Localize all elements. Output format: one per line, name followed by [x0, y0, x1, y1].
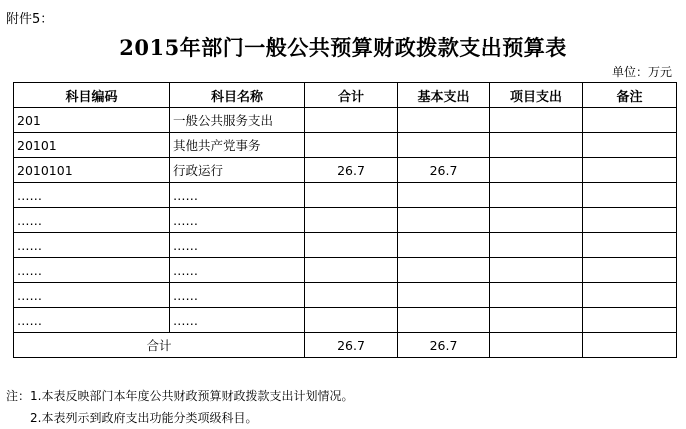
cell-total — [305, 208, 398, 233]
cell-name: …… — [170, 208, 305, 233]
cell-basic — [398, 283, 490, 308]
cell-project — [490, 108, 583, 133]
attachment-label: 附件5： — [6, 12, 54, 27]
cell-remark — [583, 308, 677, 333]
cell-basic — [398, 208, 490, 233]
cell-code: 20101 — [14, 133, 170, 158]
cell-project — [490, 233, 583, 258]
cell-name: 一般公共服务支出 — [170, 108, 305, 133]
cell-project — [490, 308, 583, 333]
cell-project — [490, 183, 583, 208]
table-row — [14, 158, 677, 183]
cell-name: 行政运行 — [170, 158, 305, 183]
cell-remark — [583, 258, 677, 283]
cell-basic — [398, 133, 490, 158]
cell-code: …… — [14, 183, 170, 208]
cell-basic — [398, 233, 490, 258]
cell-project — [490, 208, 583, 233]
cell-total — [305, 133, 398, 158]
cell-name: …… — [170, 183, 305, 208]
cell-project — [490, 158, 583, 183]
column-header-remark: 备注 — [583, 83, 677, 108]
total-remark-cell — [583, 333, 677, 358]
cell-total — [305, 283, 398, 308]
cell-total: 26.7 — [305, 158, 398, 183]
cell-total — [305, 183, 398, 208]
cell-code: …… — [14, 258, 170, 283]
unit-label: 单位：万元 — [611, 65, 672, 79]
table-row — [14, 308, 677, 333]
cell-project — [490, 133, 583, 158]
cell-remark — [583, 183, 677, 208]
table-row — [14, 133, 677, 158]
cell-remark — [583, 283, 677, 308]
cell-code: …… — [14, 283, 170, 308]
page-title: 2015年部门一般公共预算财政拨款支出预算表 — [119, 35, 567, 60]
cell-total — [305, 308, 398, 333]
table-row — [14, 233, 677, 258]
cell-basic: 26.7 — [398, 158, 490, 183]
cell-remark — [583, 108, 677, 133]
column-header-total: 合计 — [305, 83, 398, 108]
cell-name: …… — [170, 258, 305, 283]
cell-project — [490, 258, 583, 283]
cell-name: …… — [170, 283, 305, 308]
total-label: 合计 — [14, 333, 305, 358]
cell-name: …… — [170, 233, 305, 258]
cell-code: 201 — [14, 108, 170, 133]
cell-code: …… — [14, 308, 170, 333]
cell-code: 2010101 — [14, 158, 170, 183]
table-row — [14, 283, 677, 308]
table-row — [14, 183, 677, 208]
cell-basic — [398, 308, 490, 333]
table-row — [14, 108, 677, 133]
cell-basic — [398, 258, 490, 283]
cell-code: …… — [14, 208, 170, 233]
column-header-name: 科目名称 — [170, 83, 305, 108]
total-sum-cell: 26.7 — [305, 333, 398, 358]
total-basic-cell: 26.7 — [398, 333, 490, 358]
total-row — [14, 333, 677, 358]
cell-name: …… — [170, 308, 305, 333]
footnotes — [6, 385, 353, 429]
cell-basic — [398, 183, 490, 208]
footnote-2: 2.本表列示到政府支出功能分类项级科目。 — [30, 411, 258, 425]
cell-remark — [583, 158, 677, 183]
footnote-1: 注：1.本表反映部门本年度公共财政预算财政拨款支出计划情况。 — [6, 389, 354, 403]
cell-code: …… — [14, 233, 170, 258]
cell-project — [490, 283, 583, 308]
table-header-row — [14, 83, 677, 108]
cell-basic — [398, 108, 490, 133]
column-header-code: 科目编码 — [14, 83, 170, 108]
column-header-project: 项目支出 — [490, 83, 583, 108]
total-project-cell — [490, 333, 583, 358]
cell-name: 其他共产党事务 — [170, 133, 305, 158]
cell-remark — [583, 208, 677, 233]
cell-remark — [583, 233, 677, 258]
cell-total — [305, 108, 398, 133]
cell-total — [305, 258, 398, 283]
cell-total — [305, 233, 398, 258]
cell-remark — [583, 133, 677, 158]
table-row — [14, 208, 677, 233]
column-header-basic: 基本支出 — [398, 83, 490, 108]
budget-table — [13, 82, 677, 358]
table-row — [14, 258, 677, 283]
